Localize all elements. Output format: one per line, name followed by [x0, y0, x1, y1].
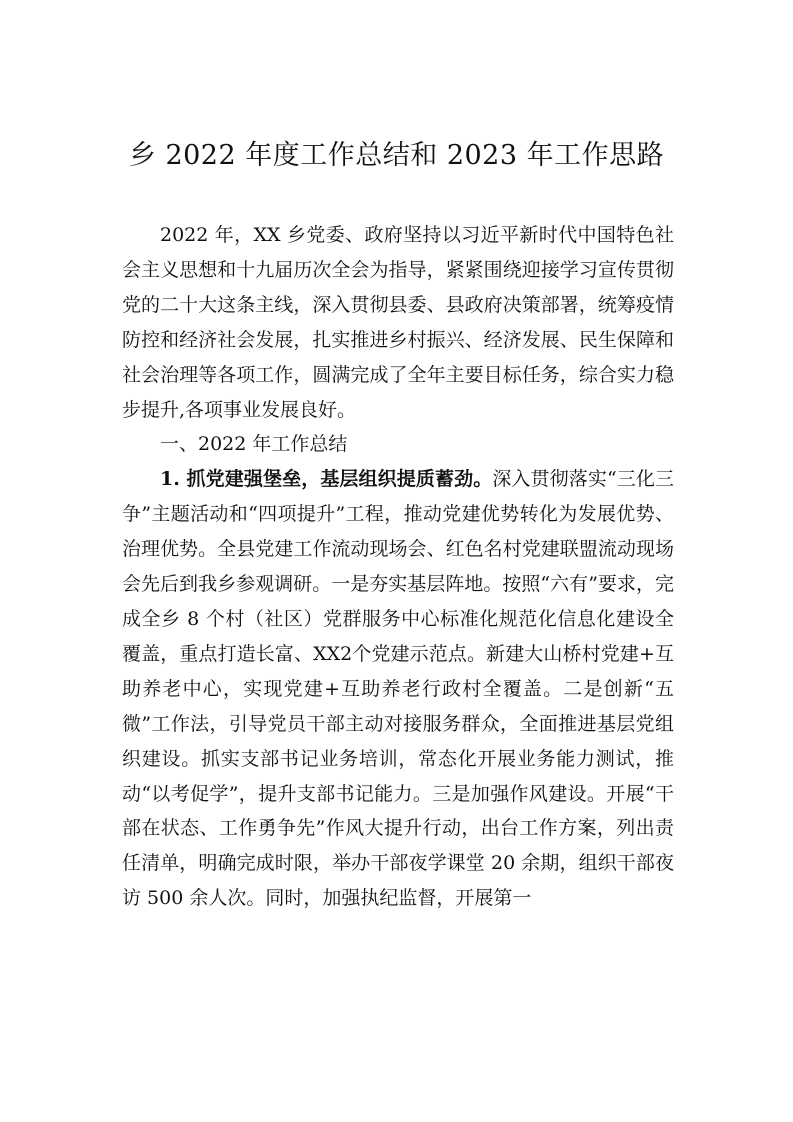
- point-1-paragraph: [122, 462, 674, 916]
- point-1-body: 深入贯彻落实“三化三争”主题活动和“四项提升”工程，推动党建优势转化为发展优势、治理优势。全县党建工作流动现场会、红色名村党建联盟流动现场会先后到我乡参观调研。一是夯实基层阵地。按照“六有”要求，完成全乡 8 个村（社区）党群服务中心标准化规范化信息化建设全覆盖，重点打造长富、XX2个党建示范点。新建大山桥村党建+互助养老中心，实现党建+互助养老行政村全覆盖。二是创新“五微”工作法，引导党员干部主动对接服务群众，全面推进基层党组织建设。抓实支部书记业务培训，常态化开展业务能力测试，推动“以考促学”，提升支部书记能力。三是加强作风建设。开展“干部在状态、工作勇争先”作风大提升行动，出台工作方案，列出责任清单，明确完成时限，举办干部夜学课堂 20 余期，组织干部夜访 500 余人次。同时，加强执纪监督，开展第一: [122, 468, 675, 910]
- point-1-lead: 1. 抓党建强堡垒，基层组织提质蓄劲。: [160, 468, 493, 491]
- section-heading: 一、2022 年工作总结: [160, 433, 348, 456]
- document-title: 乡 2022 年度工作总结和 2023 年工作思路: [128, 140, 665, 171]
- intro-paragraph: 2022 年，XX 乡党委、政府坚持以习近平新时代中国特色社会主义思想和十九届历次全会为指导，紧紧围绕迎接学习宣传贯彻党的二十大这条主线，深入贯彻县委、县政府决策部署，统筹疫情防控和经济社会发展，扎实推进乡村振兴、经济发展、民生保障和社会治理等各项工作，圆满完成了全年主要目标任务，综合实力稳步提升,各项事业发展良好。: [122, 224, 674, 421]
- document-body: [122, 218, 674, 916]
